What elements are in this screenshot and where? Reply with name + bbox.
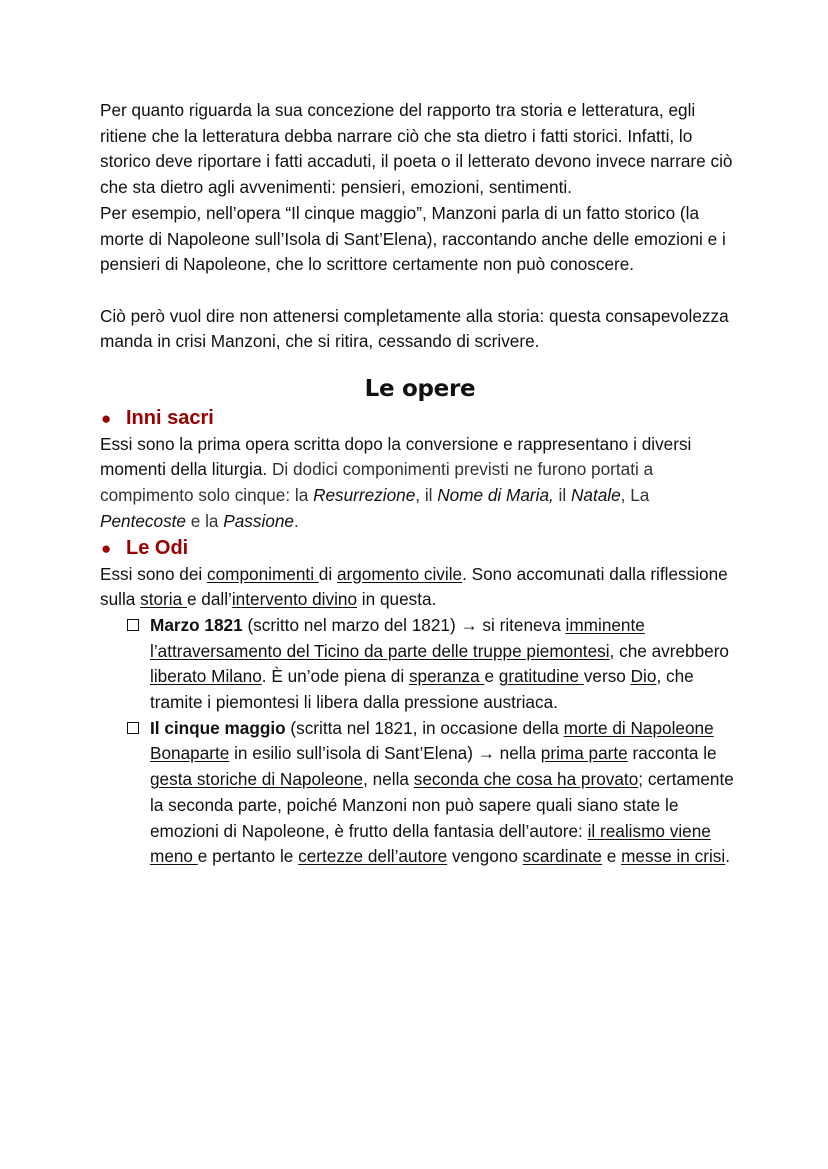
- intro-paragraph-3: Ciò però vuol dire non attenersi completamente alla storia: questa consapevolezza manda in crisi Manzoni, che si ritira, cessando di scrivere.: [100, 305, 729, 352]
- inni-sacri-title: ● Inni sacri: [100, 405, 740, 432]
- list-item-cinque-maggio: Il cinque maggio (scritta nel 1821, in occasione della morte di Napoleone Bonaparte in esilio sull’isola di Sant’Elena) → nella prima parte racconta le gesta storiche di Napoleone, nella seconda che cosa ha provato; certamente la seconda parte, poiché Manzoni non può sapere quali siano state le emozioni di Napoleone, è frutto della fantasia dell’autore: il realismo viene meno e pertanto le certezze dell’autore vengono scardinate e messe in crisi.: [100, 716, 740, 870]
- intro-paragraph-1: Per quanto riguarda la sua concezione del rapporto tra storia e letteratura, egli ritiene che la letteratura debba narrare ciò che sta dietro i fatti storici. Infatti, lo storico deve riportare i fatti accaduti, il poeta o il letterato devono invece narrare ciò che sta dietro agli avvenimenti: pensieri, emozioni, sentimenti.: [100, 100, 733, 198]
- intro-paragraph-2: Per esempio, nell’opera “Il cinque maggio”, Manzoni parla di un fatto storico (la morte di Napoleone sull’Isola di Sant’Elena), raccontando anche delle emozioni e i pensieri di Napoleone, che lo scrittore certamente non può conoscere.: [100, 202, 726, 275]
- list-item-marzo-1821: Marzo 1821 (scritto nel marzo del 1821) → si riteneva imminente l’attraversamento del Ticino da parte delle truppe piemontesi, che avrebbero liberato Milano. È un’ode piena di speranza e gratitudine verso Dio, che tramite i piemontesi li libera dalla pressione austriaca.: [100, 613, 740, 716]
- inni-sacri-text: Essi sono la prima opera scritta dopo la conversione e rappresentano i diversi momenti della liturgia. Di dodici componimenti previsti ne furono portati a compimento solo cinque: la Resurrezione, il Nome di Maria, il Natale, La Pentecoste e la Passione.: [100, 433, 692, 531]
- section-heading: Le opere: [364, 376, 476, 403]
- checkbox-icon: [127, 722, 139, 734]
- bullet-icon: ●: [101, 408, 112, 428]
- bullet-icon: ●: [101, 538, 112, 558]
- document-page: [100, 98, 740, 870]
- odi-title: ● Le Odi: [100, 535, 740, 562]
- odi-text: Essi sono dei componimenti di argomento civile. Sono accomunati dalla riflessione sulla storia e dall’intervento divino in questa.: [100, 563, 728, 610]
- checkbox-icon: [127, 619, 139, 631]
